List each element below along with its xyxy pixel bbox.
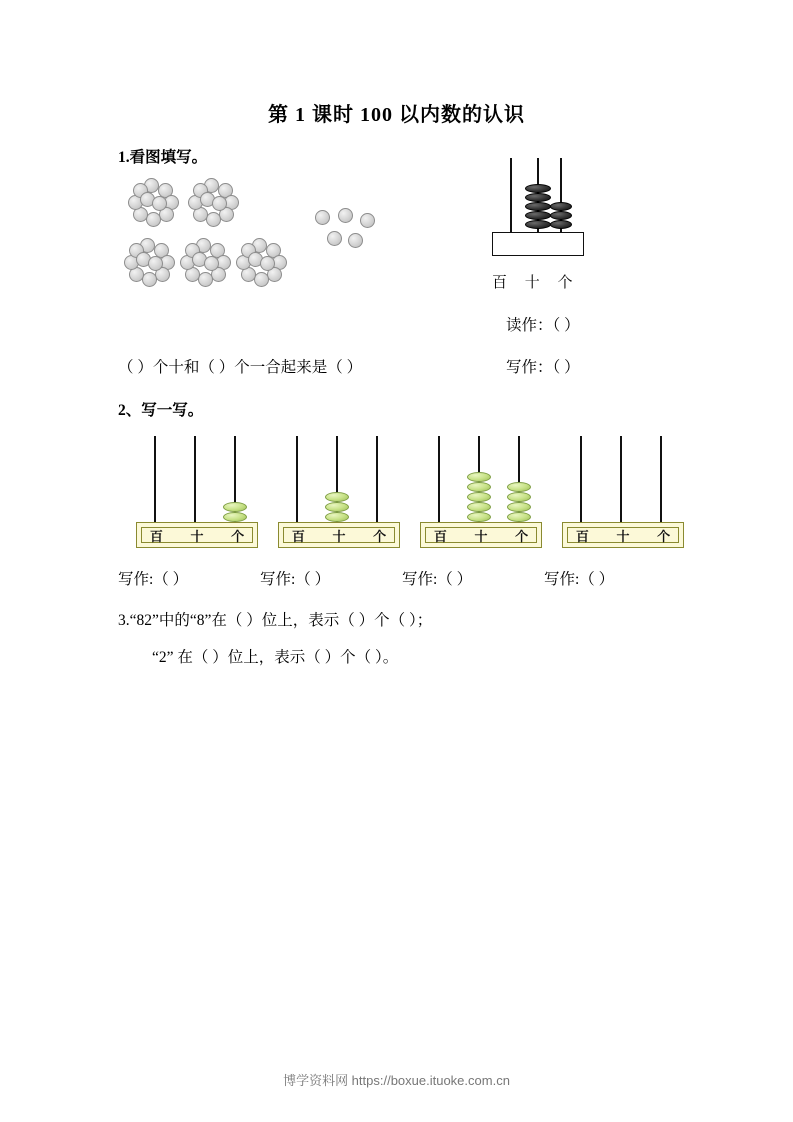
abacus-place-labels: 百 十 个 xyxy=(492,275,580,291)
write-as-blank-1: 写作:（ ） xyxy=(118,571,189,588)
abacus-rod-ones xyxy=(660,436,662,522)
abacus-place-labels xyxy=(136,522,258,548)
abacus-bead-tens xyxy=(467,492,491,502)
place-label-ones: 个 xyxy=(515,528,529,544)
abacus-bead-tens xyxy=(325,512,349,522)
abacus-bead-tens xyxy=(325,502,349,512)
abacus-small-2 xyxy=(278,430,400,544)
abacus-small-3 xyxy=(420,430,542,544)
abacus-rod-tens xyxy=(194,436,196,522)
bead-cluster xyxy=(126,238,182,288)
abacus-rod-hundreds xyxy=(510,158,512,232)
abacus-large xyxy=(492,158,584,258)
place-label-hundreds: 百 xyxy=(575,528,589,544)
write-as-blank-2: 写作:（ ） xyxy=(260,571,331,588)
abacus-bead-ones xyxy=(223,512,247,522)
abacus-bead-ones xyxy=(550,220,572,229)
place-label-tens: 十 xyxy=(616,528,630,544)
abacus-bead-tens xyxy=(525,193,551,202)
place-label-ones: 个 xyxy=(657,528,671,544)
write-as-blank: 写作：（ ） xyxy=(506,359,580,376)
abacus-bead-tens xyxy=(467,472,491,482)
place-label-ones: 个 xyxy=(231,528,245,544)
abacus-bead-ones xyxy=(550,211,572,220)
abacus-rod-hundreds xyxy=(296,436,298,522)
abacus-bead-tens xyxy=(525,211,551,220)
write-as-blank-3: 写作:（ ） xyxy=(402,571,473,588)
abacus-bead-ones xyxy=(507,492,531,502)
abacus-bead-ones xyxy=(223,502,247,512)
footer-watermark: 博学资料网 https://boxue.ituoke.com.cn xyxy=(283,1073,510,1088)
abacus-bead-tens xyxy=(525,220,551,229)
bead-cluster xyxy=(130,178,186,228)
place-label-ones: 个 xyxy=(373,528,387,544)
abacus-rod-hundreds xyxy=(580,436,582,522)
place-label-tens: 十 xyxy=(474,528,488,544)
abacus-place-labels xyxy=(420,522,542,548)
bead-cluster xyxy=(238,238,294,288)
abacus-rod-hundreds xyxy=(154,436,156,522)
abacus-bead-tens xyxy=(467,512,491,522)
abacus-bead-ones xyxy=(507,502,531,512)
abacus-rod-hundreds xyxy=(438,436,440,522)
abacus-rod-ones xyxy=(376,436,378,522)
question-1-label: 1.看图填写。 xyxy=(118,149,208,166)
abacus-bead-tens xyxy=(467,502,491,512)
abacus-bead-ones xyxy=(507,512,531,522)
abacus-place-labels xyxy=(562,522,684,548)
abacus-small-4 xyxy=(562,430,684,544)
place-label-hundreds: 百 xyxy=(433,528,447,544)
abacus-bead-ones xyxy=(550,202,572,211)
read-as-blank: 读作：（ ） xyxy=(506,317,580,334)
abacus-bead-ones xyxy=(507,482,531,492)
abacus-small-1 xyxy=(136,430,258,544)
question-3-line-1: 3.“82”中的“8”在（ ）位上，表示（ ）个（ ）； xyxy=(118,612,433,629)
place-label-hundreds: 百 xyxy=(149,528,163,544)
question-1-fill-line: （ ）个十和（ ）个一合起来是（ ） xyxy=(118,359,363,376)
abacus-bead-tens xyxy=(525,184,551,193)
abacus-bead-tens xyxy=(325,492,349,502)
abacus-bead-tens xyxy=(525,202,551,211)
bead-cluster xyxy=(190,178,246,228)
abacus-frame xyxy=(492,232,584,256)
place-label-hundreds: 百 xyxy=(291,528,305,544)
bead-cluster xyxy=(182,238,238,288)
question-3-line-2: “2” 在（ ）位上，表示（ ）个（ ）。 xyxy=(152,649,399,666)
question-2-label: 2、写一写。 xyxy=(118,402,204,419)
abacus-bead-tens xyxy=(467,482,491,492)
place-label-tens: 十 xyxy=(190,528,204,544)
abacus-rod-tens xyxy=(620,436,622,522)
page-title: 第 1 课时 100 以内数的认识 xyxy=(268,104,525,126)
write-as-blank-4: 写作:（ ） xyxy=(544,571,615,588)
abacus-place-labels xyxy=(278,522,400,548)
place-label-tens: 十 xyxy=(332,528,346,544)
